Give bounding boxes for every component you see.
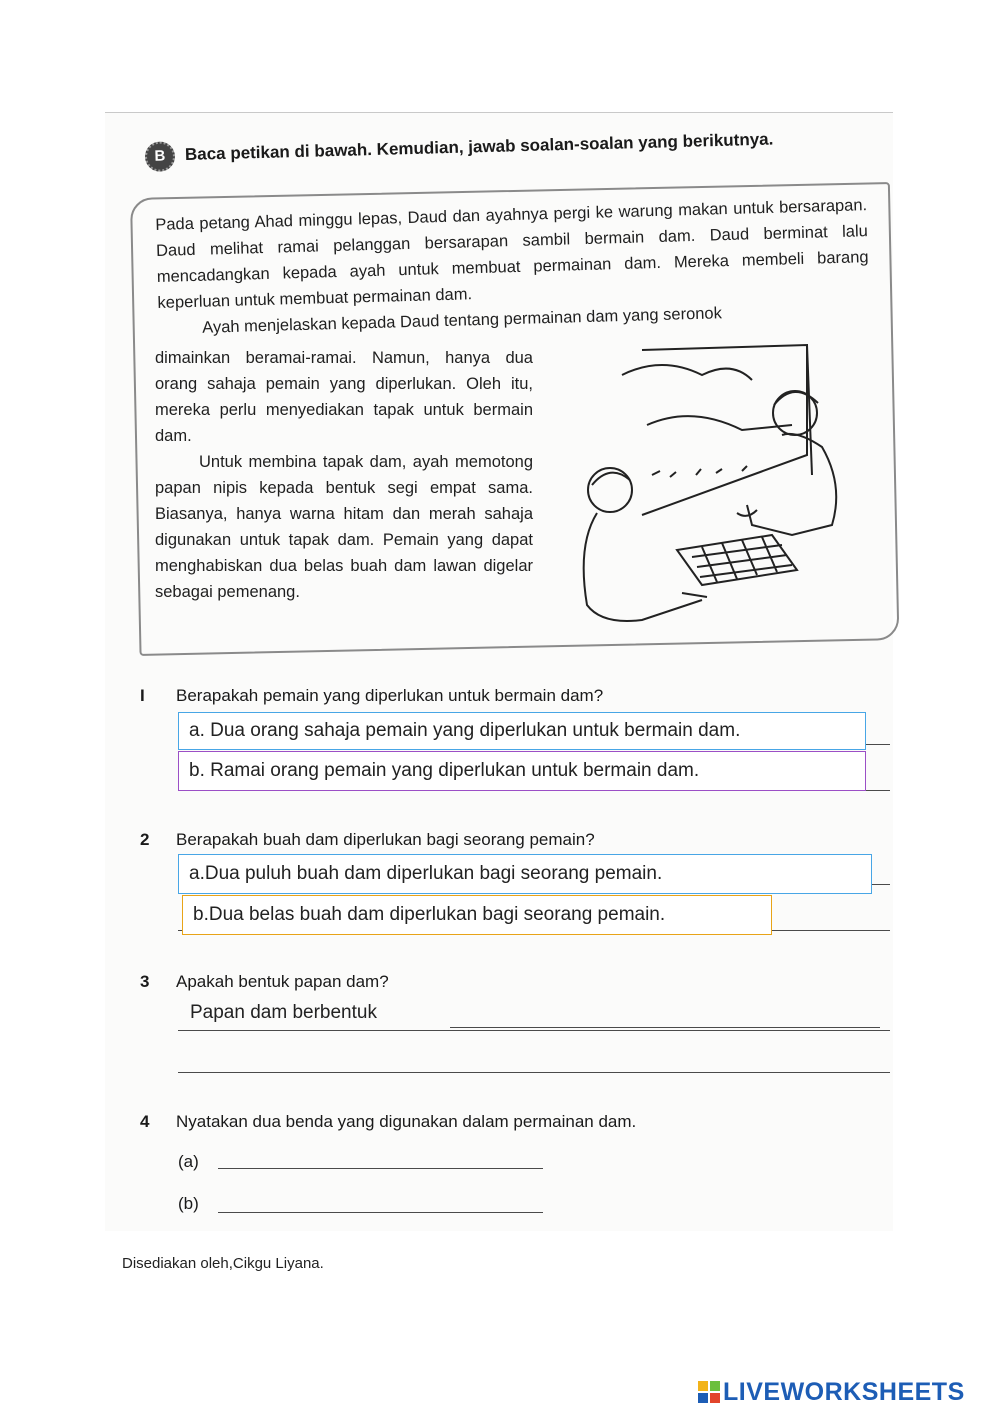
passage-para1: Pada petang Ahad minggu lepas, Daud dan ayahnya pergi ke warung makan untuk bersarapan. Daud melihat ramai pelanggan bersarapan sambil bermain dam. Daud berminat lalu mencadangkan kepada ayah untuk membuat permainan dam. Mereka membeli barang keperluan untuk membuat permainan dam. xyxy=(155,196,869,312)
question-3-text: Apakah bentuk papan dam? xyxy=(176,972,389,991)
question-4 xyxy=(140,1112,636,1132)
passage-para2-rest: dimainkan beramai-ramai. Namun, hanya dua orang sahaja pemain yang diperlukan. Oleh itu, mereka perlu menyediakan tapak untuk bermain dam. xyxy=(155,349,533,445)
question-2 xyxy=(140,830,595,850)
q3-answer-input[interactable] xyxy=(450,998,880,1028)
author-credit: Disediakan oleh,Cikgu Liyana. xyxy=(122,1255,324,1272)
answer-line xyxy=(178,1030,890,1031)
question-3-number: 3 xyxy=(140,972,150,991)
question-3 xyxy=(140,972,389,992)
answer-line xyxy=(178,1072,890,1073)
liveworksheets-logo xyxy=(698,1378,965,1407)
question-2-number: 2 xyxy=(140,830,150,849)
q4-part-a-label: (a) xyxy=(178,1152,199,1171)
liveworksheets-mark-icon xyxy=(698,1381,720,1403)
passage-para3: Untuk membina tapak dam, ayah memotong papan nipis kepada bentuk segi empat sama. Biasanya, hanya warna hitam dan merah sahaja digunakan untuk tapak dam. Pemain yang dapat menghabiskan dua belas buah dam lawan digelar sebagai pemenang. xyxy=(155,453,533,601)
passage-top xyxy=(155,192,870,342)
q3-prefill-text: Papan dam berbentuk xyxy=(190,1002,377,1023)
q1-option-b-button[interactable]: b. Ramai orang pemain yang diperlukan untuk bermain dam. xyxy=(178,751,866,791)
question-4-text: Nyatakan dua benda yang digunakan dalam permainan dam. xyxy=(176,1112,637,1131)
question-1 xyxy=(140,686,603,706)
question-4-number: 4 xyxy=(140,1112,150,1131)
passage-para2-start: Ayah menjelaskan kepada Daud tentang permainan dam yang seronok xyxy=(201,304,723,337)
q2-option-a-button[interactable]: a.Dua puluh buah dam diperlukan bagi seorang pemain. xyxy=(178,854,872,894)
passage-left-column xyxy=(155,345,533,605)
liveworksheets-wordmark: LIVEWORKSHEETS xyxy=(723,1378,965,1406)
q4-part-b-label: (b) xyxy=(178,1194,199,1213)
q4-part-b-input[interactable] xyxy=(218,1212,543,1213)
boys-playing-dam-illustration xyxy=(582,335,872,640)
q1-option-a-button[interactable]: a. Dua orang sahaja pemain yang diperlukan untuk bermain dam. xyxy=(178,712,866,750)
q4-part-a-input[interactable] xyxy=(218,1168,543,1169)
question-1-number: I xyxy=(140,686,145,705)
section-badge: B xyxy=(145,141,176,172)
q2-option-b-button[interactable]: b.Dua belas buah dam diperlukan bagi seorang pemain. xyxy=(182,895,772,935)
section-instruction: Baca petikan di bawah. Kemudian, jawab soalan-soalan yang berikutnya. xyxy=(184,129,774,164)
question-1-text: Berapakah pemain yang diperlukan untuk bermain dam? xyxy=(176,686,604,705)
question-2-text: Berapakah buah dam diperlukan bagi seorang pemain? xyxy=(176,830,595,849)
